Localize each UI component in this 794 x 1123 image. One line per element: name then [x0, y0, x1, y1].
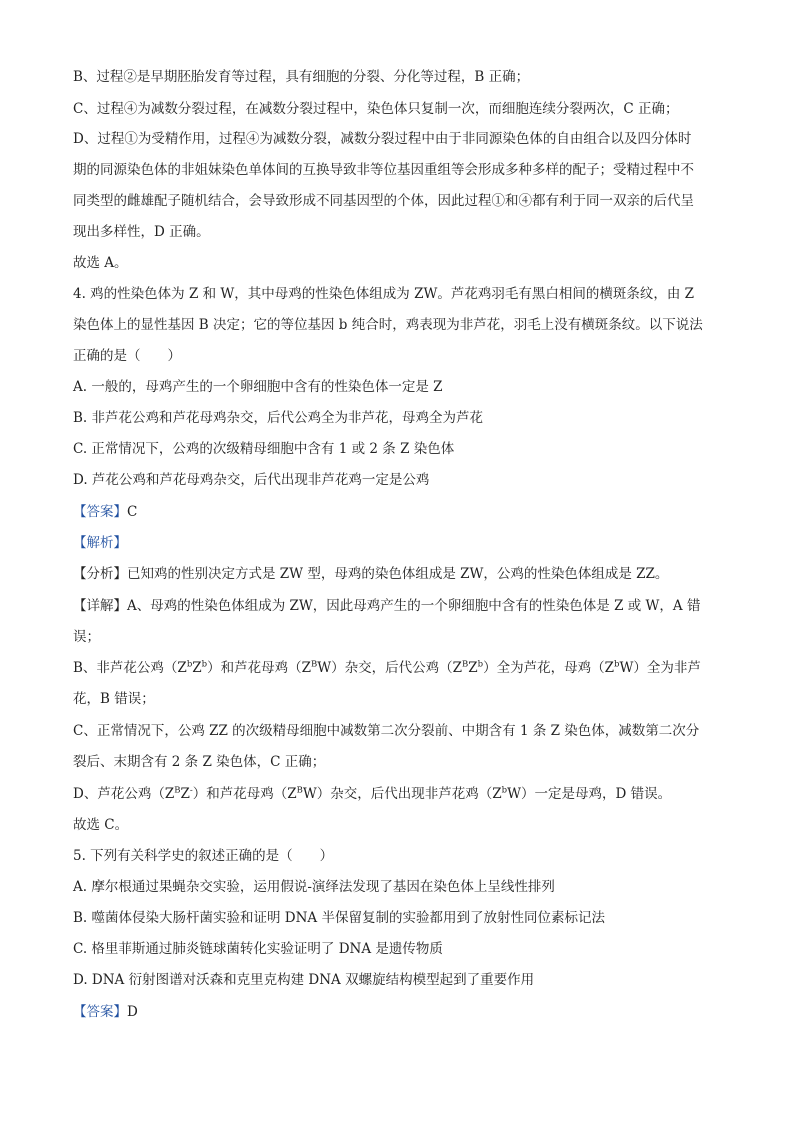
q4-fenxi [73, 564, 721, 584]
prev-analysis-c: C、过程④为减数分裂过程，在减数分裂过程中，染色体只复制一次，而细胞连续分裂两次，C 正确； [73, 101, 679, 117]
q4-detail-d-text: D、芦花公鸡（Z [73, 786, 175, 802]
allele-superscript: b [201, 659, 208, 670]
q5-option-d: D. DNA 衍射图谱对沃森和克里克构建 DNA 双螺旋结构模型起到了重要作用 [73, 972, 535, 988]
prev-conclusion: 故选 A。 [73, 255, 128, 271]
q4-fenxi-text: 已知鸡的性别决定方式是 ZW 型，母鸡的染色体组成是 ZW，公鸡的性染色体组成是 ZZ。 [127, 566, 669, 582]
q4-detail-b-line-2: 花，B 错误； [73, 691, 155, 707]
prev-analysis-d-line-4: 现出多样性，D 正确。 [73, 224, 210, 240]
q4-detail-d-text: ）和芦花母鸡（Z [192, 786, 297, 802]
q4-detail-a-line-1 [73, 596, 721, 616]
allele-superscript: b [501, 785, 508, 796]
q5-option-c: C. 格里菲斯通过肺炎链球菌转化实验证明了 DNA 是遗传物质 [73, 941, 443, 957]
allele-superscript: b [186, 659, 193, 670]
q4-answer [73, 502, 721, 522]
q4-jiexi-tag: 【解析】 [73, 535, 127, 551]
q4-detail-b-line-1 [73, 658, 721, 678]
q5-option-b: B. 噬菌体侵染大肠杆菌实验和证明 DNA 半保留复制的实验都用到了放射性同位素标记法 [73, 910, 605, 926]
allele-superscript: B [462, 659, 469, 670]
prev-analysis-d-line-1: D、过程①为受精作用，过程④为减数分裂，减数分裂过程中由于非同源染色体的自由组合以及四分体时 [73, 131, 692, 147]
q5-option-a: A. 摩尔根通过果蝇杂交实验，运用假说-演绎法发现了基因在染色体上呈线性排列 [73, 879, 555, 895]
q4-answer-value: C [127, 504, 138, 520]
q4-xiangjie-tag: 【详解】 [73, 598, 127, 614]
q4-detail-d [73, 784, 721, 804]
allele-superscript: B [296, 785, 303, 796]
q4-answer-tag: 【答案】 [73, 504, 127, 520]
q4-option-a: A. 一般的，母鸡产生的一个卵细胞中含有的性染色体一定是 Z [73, 379, 443, 395]
allele-superscript: b [614, 659, 620, 670]
q4-jiexi [73, 533, 721, 553]
q4-detail-b-text: Z [468, 660, 478, 676]
q4-detail-b-text: W）杂交，后代公鸡（Z [317, 660, 463, 676]
q5-answer-tag: 【答案】 [73, 1004, 127, 1020]
q4-option-c: C. 正常情况下，公鸡的次级精母细胞中含有 1 或 2 条 Z 染色体 [73, 441, 455, 457]
q4-detail-d-text: W）杂交，后代出现非芦花鸡（Z [302, 786, 502, 802]
prev-analysis-b: B、过程②是早期胚胎发育等过程，具有细胞的分裂、分化等过程，B 正确； [73, 69, 530, 85]
q4-conclusion: 故选 C。 [73, 817, 129, 833]
q4-detail-b-text: Z [192, 660, 202, 676]
prev-analysis-d-line-2: 期的同源染色体的非姐妹染色单体间的互换导致非等位基因重组等会形成多种多样的配子；受精过程中不 [73, 162, 694, 178]
q5-answer [73, 1002, 721, 1022]
q4-option-b: B. 非芦花公鸡和芦花母鸡杂交，后代公鸡全为非芦花，母鸡全为芦花 [73, 410, 484, 426]
allele-superscript: - [189, 785, 193, 796]
q4-stem-line-2: 染色体上的显性基因 B 决定；它的等位基因 b 纯合时，鸡表现为非芦花，羽毛上没有横斑条纹。以下说法 [73, 317, 703, 333]
q4-detail-c-line-2: 裂后、末期含有 2 条 Z 染色体，C 正确； [73, 754, 326, 770]
q4-detail-b-text: ）全为芦花，母鸡（Z [483, 660, 614, 676]
q4-detail-b-text: B、非芦花公鸡（Z [73, 660, 187, 676]
q4-stem-line-1: 4. 鸡的性染色体为 Z 和 W，其中母鸡的性染色体组成为 ZW。芦花鸡羽毛有黑白相间的横斑条纹，由 Z [73, 286, 695, 302]
q4-option-d: D. 芦花公鸡和芦花母鸡杂交，后代出现非芦花鸡一定是公鸡 [73, 472, 430, 488]
q4-detail-a-line-2: 误； [73, 629, 100, 645]
q5-stem: 5. 下列有关科学史的叙述正确的是（ ） [73, 848, 334, 864]
q4-detail-a-text: A、母鸡的性染色体组成为 ZW，因此母鸡产生的一个卵细胞中含有的性染色体是 Z 或 W，A 错 [127, 598, 701, 614]
q4-detail-d-text: W）一定是母鸡，D 错误。 [507, 786, 672, 802]
q4-detail-d-text: Z [180, 786, 190, 802]
allele-superscript: B [174, 785, 181, 796]
q5-answer-value: D [127, 1004, 138, 1020]
allele-superscript: B [311, 659, 318, 670]
q4-stem-line-3: 正确的是（ ） [73, 348, 181, 364]
q4-detail-b-text: W）全为非芦 [619, 660, 701, 676]
allele-superscript: b [477, 659, 484, 670]
q4-detail-b-text: ）和芦花母鸡（Z [207, 660, 311, 676]
prev-analysis-d-line-3: 同类型的雌雄配子随机结合，会导致形成不同基因型的个体，因此过程①和④都有利于同一双亲的后代呈 [73, 193, 694, 209]
q4-detail-c-line-1: C、正常情况下，公鸡 ZZ 的次级精母细胞中减数第二次分裂前、中期含有 1 条 Z 染色体，减数第二次分 [73, 723, 700, 739]
q4-fenxi-tag: 【分析】 [73, 566, 127, 582]
